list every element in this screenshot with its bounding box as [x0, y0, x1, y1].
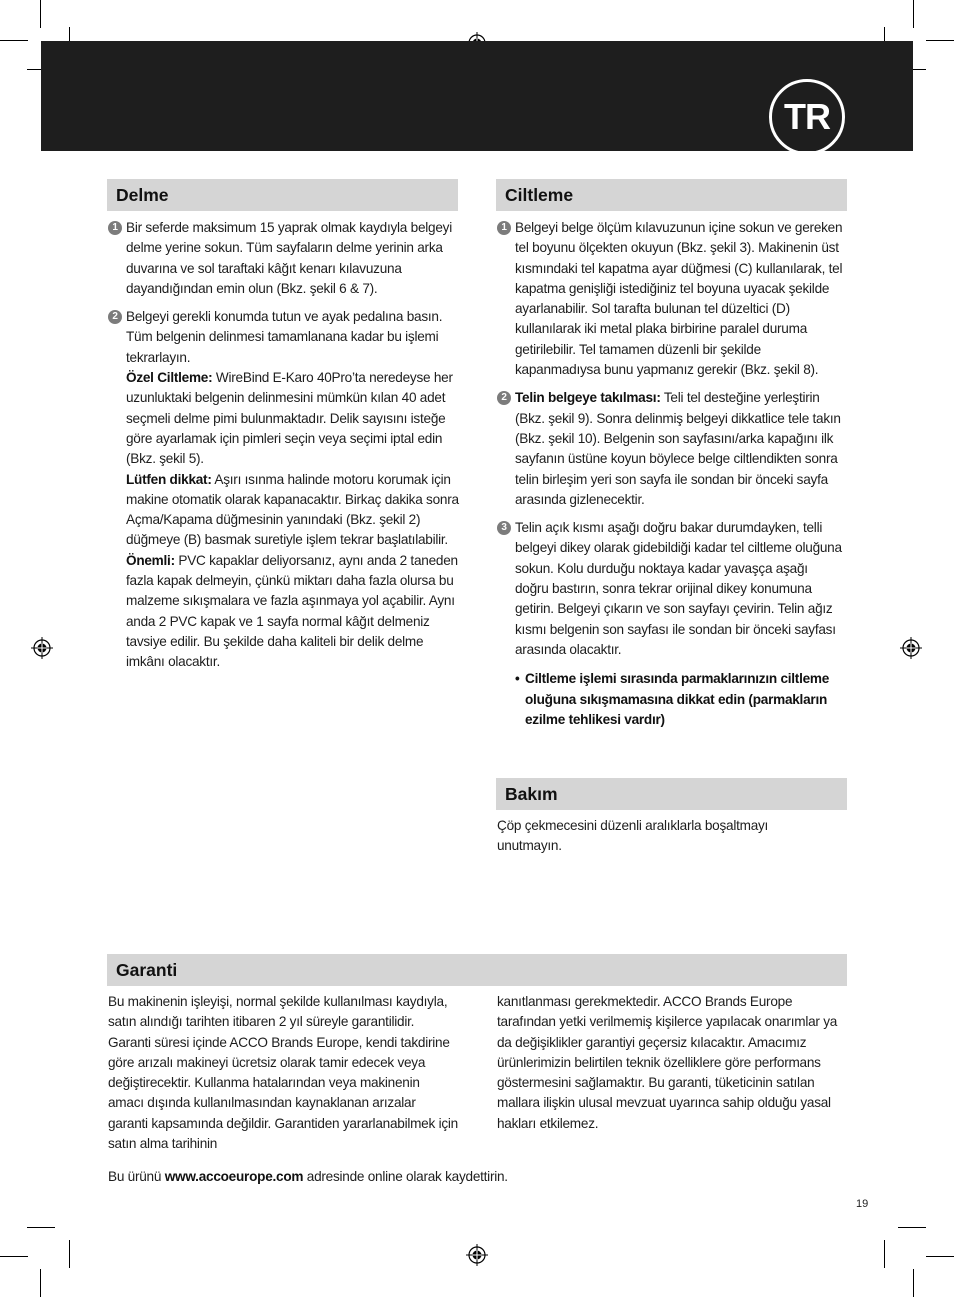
step-number-badge: 2 [497, 391, 511, 405]
delme-step-2 [108, 307, 460, 368]
step-number-badge: 2 [108, 310, 122, 324]
bakim-text: Çöp çekmecesini düzenli aralıklarla boşaltmayı unutmayın. [497, 818, 769, 854]
note-text: WireBind E-Karo 40Pro’ta neredeyse her uzunluktaki belgenin delinmesini mümkün kılan 40 adet seçmeli delme pimi bulunmaktadır. Delik sayısını isteğe göre ayarlamak için pimleri seçin veya seçimi iptal edin (Bkz. şekil 5). [126, 370, 453, 467]
step-text: Bir seferde maksimum 15 yaprak olmak kaydıyla belgeyi delme yerine sokun. Tüm sayfaların delme yerinin arka duvarına ve sol taraftaki kâğıt kenarı kılavuzuna dayandığından emin olun (Bkz. şekil 6 & 7). [126, 220, 452, 296]
registration-note [108, 1167, 708, 1187]
ciltleme-step-2 [497, 388, 843, 510]
step-text: Belgeyi gerekli konumda tutun ve ayak pedalına basın. Tüm belgenin delinmesi tamamlanana kadar bu işlemi tekrarlayın. [126, 309, 443, 365]
section-heading-delme: Delme [107, 179, 458, 211]
note-attention [108, 470, 460, 551]
crop-mark [40, 1269, 41, 1297]
ciltleme-step-1 [497, 218, 843, 380]
crop-mark [40, 0, 41, 28]
crop-mark [926, 40, 954, 41]
crop-mark [0, 40, 28, 41]
note-important [108, 551, 460, 673]
step-number-badge: 1 [497, 221, 511, 235]
note-label: Özel Ciltleme: [126, 370, 213, 386]
crop-mark [898, 1227, 926, 1228]
crop-mark [926, 1256, 954, 1257]
crop-mark [27, 1227, 55, 1228]
garanti-right-column: kanıtlanması gerekmektedir. ACCO Brands Europe tarafından yetki verilmemiş kişilerce yapılacak onarımlar ya da değişiklikler garantiyi geçersiz kılacaktır. Amacımız ürünlerimizin belirtilen teknik özelliklere göre performans göstermesini sağlamaktır. Bu garanti, tüketicinin satılan mallara ilişkin ulusal mevzuat uyarınca sahip olduğu yasal hakları etkilemez. [497, 994, 838, 1131]
note-special-binding [108, 368, 460, 469]
step-text: Telin açık kısmı aşağı doğru bakar durumdayken, telli belgeyi dikey olarak gidebildiği kadar tel ciltleme oluğuna sokun. Kolu durduğu noktaya kadar yavaşça aşağı doğru bastırın, sonra tekrar orijinal dikey konumuna getirin. Belgeyi çıkarın ve son sayfayı çevirin. Telin ağız kısmı belgenin son sayfası ile sondan bir önceki sayfası arasında olacaktır. [515, 520, 842, 657]
crop-mark [69, 1240, 70, 1268]
warning-text: Ciltleme işlemi sırasında parmaklarınızın ciltleme oluğuna sıkışmamasına dikkat edin (parmakların ezilme tehlikesi vardır) [525, 671, 830, 727]
delme-column [108, 218, 460, 673]
note-text: Aşırı ısınma halinde motoru korumak için makine otomatik olarak kapanacaktır. Birkaç dakika sonra Açma/Kapama düğmesinin yanındaki (Bkz. şekil 2) düğmeye (B) basmak suretiyle işlem tekrar başlatılabilir. [126, 471, 459, 548]
section-heading-bakim: Bakım [496, 778, 847, 810]
step-label: Telin belgeye takılması: [515, 390, 661, 406]
note-label: Lütfen dikkat: [126, 471, 212, 487]
step-number-badge: 1 [108, 221, 122, 235]
section-heading-garanti: Garanti [107, 954, 847, 986]
ciltleme-step-3 [497, 518, 843, 660]
bullet: • [515, 671, 520, 687]
crop-mark [0, 1256, 28, 1257]
garanti-left-column: Bu makinenin işleyişi, normal şekilde kullanılması kaydıyla, satın alındığı tarihten itibaren 2 yıl süreyle garantilidir. Garanti süresi içinde ACCO Brands Europe, kendi takdirine göre arızalı makineyi ücretsiz olarak tamir edecek veya değiştirecektir. Kullanma hatalarından veya makinenin amacı dışında kullanılmasından kaynaklanan arızalar garanti kapsamında değildir. Garantiden yararlanabilmek için satın alma tarihinin [108, 994, 458, 1152]
ciltleme-column [497, 218, 843, 730]
crop-mark [884, 1240, 885, 1268]
step-body: Teli tel desteğine yerleştirin (Bkz. şekil 9). Sonra delinmiş belgeyi dikkatlice tele takın (Bkz. şekil 10). Belgenin son sayfasını/arka kapağını ilk sayfanın üstüne koyun böylece belge ciltlendikten sonra telin birleşim yeri son sayfa ile sondan bir önceki sayfa arasında gizlenecektir. [515, 390, 841, 507]
crop-mark [913, 0, 914, 28]
step-number-badge: 3 [497, 521, 511, 535]
crop-mark [913, 1269, 914, 1297]
note-text: PVC kapaklar deliyorsanız, aynı anda 2 taneden fazla kapak delmeyin, çünkü miktarı daha fazla olursa bu malzeme sıkışmalara ve fazla aşınmaya yol açabilir. Aynı anda 2 PVC kapak ve 1 sayfa normal kâğıt delmeniz tavsiye edilir. Bu şekilde daha kaliteli bir delik delme imkânı olacaktır. [126, 552, 458, 670]
registration-mark-icon [900, 637, 922, 659]
section-heading-ciltleme: Ciltleme [496, 179, 847, 211]
registration-mark-icon [31, 637, 53, 659]
page-number: 19 [856, 1198, 869, 1210]
step-text: Belgeyi belge ölçüm kılavuzunun içine sokun ve gereken tel boyunu ölçekten okuyun (Bkz. şekil 3). Makinenin üst kısmındaki tel kapatma ayar düğmesi (C) kullanılarak, tel kapatma genişliği istediğiniz tel boyuna uyacak şekilde ayarlanabilir. Sol tarafta bulunan tel düzeltici (D) kullanılarak iki metal plaka birbirine paralel duruma getirilebilir. Tel tamamen düzenli bir şekilde kapanmadıysa bunu yapmanız gerekir (Bkz. şekil 8). [515, 220, 843, 378]
safety-warning [497, 669, 843, 730]
registration-suffix: adresinde online olarak kaydettirin. [303, 1169, 508, 1184]
delme-step-1 [108, 218, 460, 299]
registration-mark-icon [466, 1244, 488, 1266]
step-text [515, 388, 843, 510]
website-link[interactable]: www.accoeurope.com [164, 1169, 304, 1184]
language-badge: TR [769, 79, 845, 155]
note-label: Önemli: [126, 552, 175, 568]
registration-prefix: Bu ürünü [108, 1169, 165, 1184]
